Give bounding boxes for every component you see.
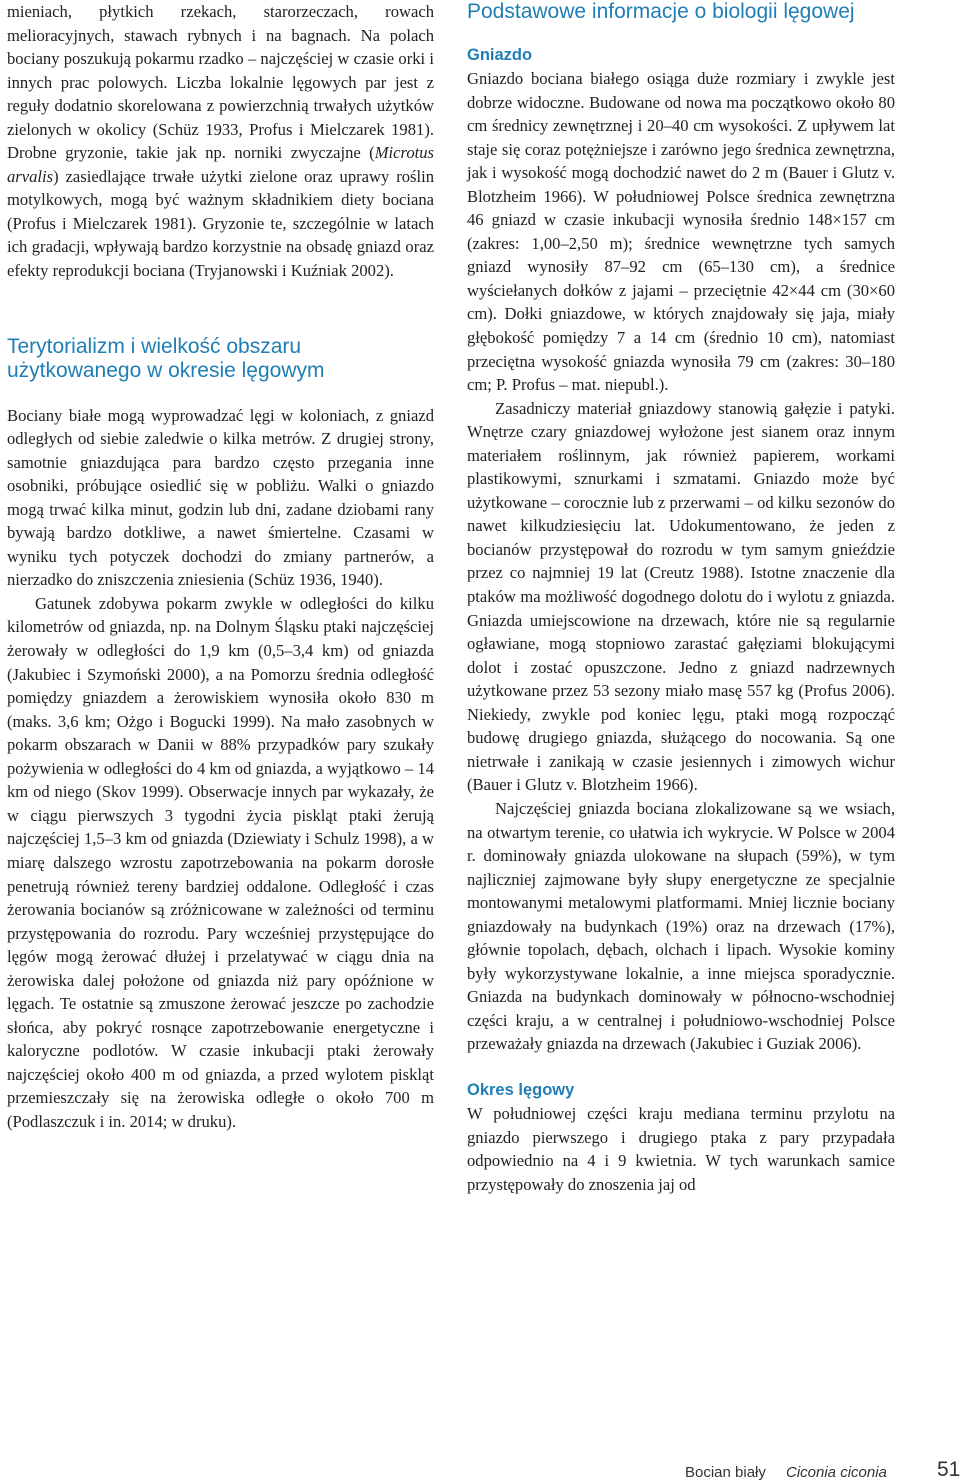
right-paragraph-4: W południowej części kraju mediana terminu przylotu na gniazdo pierwszego i drugiego ptaka z pary przypadała odpowiednio na 4 i 9 kwietnia. W tych warunkach samice przystępowały do znoszenia jaj od	[467, 1103, 895, 1194]
right-column	[467, 0, 895, 1196]
right-paragraph-1: Gniazdo bociana białego osiąga duże rozmiary i zwykle jest dobrze widoczne. Budowane od nowa ma początkowo około 80 cm średnicy zewnętrznej i 20–40 cm wysokości. Z upływem lat staje się coraz potężniejsze i zarówno jego średnica zewnętrzna, jak i wysokość mogą dochodzić nawet do 2 m (Bauer i Glutz v. Blotzheim 1966). W południowej Polsce średnica zewnętrzna 46 gniazd w czasie inkubacji wynosiła średnio 148×157 cm (zakres: 1,00–2,50 m); średnice wewnętrzne tych samych gniazd wynosiły 87–92 cm (65–130 cm), a średnice wyściełanych dołków z jajami – przeciętnie 42×44 cm (30×60 cm). Dołki gniazdowe, w których znajdowały się jaja, miały głębokość pomiędzy 7 a 14 cm (średnio 10 cm), natomiast przeciętna wysokość gniazda wynosiła 79 cm (zakres: 30–180 cm; P. Profus – mat. niepubl.).	[467, 69, 895, 395]
territoriality-heading: Terytorializm i wielkość obszaru użytkowanego w okresie lęgowym	[7, 334, 325, 382]
right-paragraph-2: Zasadniczy materiał gniazdowy stanowią gałęzie i patyki. Wnętrze czary gniazdowej wyłożone jest sianem oraz innym materiałem roślinnym, jak również papierem, workami plastikowymi, sznurkami i szmatami. Gniazdo może być użytkowane – corocznie lub z przerwami – od kilku sezonów do nawet kilkudziesięciu lat. Udokumentowano, że jeden z bocianów przystępował do rozrodu w tym samym gnieździe przez co najmniej 19 lat (Creutz 1988). Istotne znaczenie dla ptaków ma możliwość dogodnego dolotu do i wylotu z gniazda. Gniazda umiejscowione na drzewach, które nie są regularnie ogławiane, mogą stopniowo zarastać gałęziami blokującymi dolot i zostać opuszczone. Jedno z gniazd nadrzewnych użytkowane przez 53 sezony miało masę 557 kg (Profus 2006). Niekiedy, zwykle pod koniec lęgu, ptaki mogą rozpocząć budowę drugiego gniazda, służącego do nocowania. Są one nietrwałe i zanikają w czasie jesiennych i zimowych wichur (Bauer i Glutz v. Blotzheim 1966).	[467, 398, 895, 795]
left-column	[7, 0, 434, 1134]
left-p1-text-b: ) zasiedlające trwałe użytki zielone oraz uprawy roślin motylkowych, mogą być ważnym składnikiem diety bociana (Profus i Mielczarek 1981). Gryzonie te, szczególnie w latach ich gradacji, wpływają bardzo korzystnie na obsadę gniazd oraz efekty reprodukcji bociana (Tryjanowski i Kuźniak 2002).	[7, 166, 434, 281]
breeding-season-subheading: Okres lęgowy	[467, 1080, 575, 1099]
footer-latin-name: Ciconia ciconia	[786, 1464, 887, 1481]
page-footer	[685, 1458, 960, 1484]
right-paragraph-3: Najczęściej gniazda bociana zlokalizowane są we wsiach, na otwartym terenie, co ułatwia ich wykrycie. W Polsce w 2004 r. dominowały gniazda ulokowane na słupach (59%), w tym najliczniej zajmowane były słupy energetyczne ze specjalnie montowanymi metalowymi platformami. Mniej licznie bociany gniazdowały na budynkach (19%) oraz na drzewach (17%), głównie topolach, dębach, olchach i lipach. Wysokie kominy były wykorzystywane lokalnie, a inne miejsca sporadycznie. Gniazda na budynkach dominowały w północno-wschodniej części kraju, a w centralnej i południowo-wschodniej Polsce przeważały gniazda na drzewach (Jakubiec i Guziak 2006).	[467, 798, 895, 1054]
nest-subheading: Gniazdo	[467, 46, 533, 64]
footer-title: Bocian biały	[685, 1464, 766, 1481]
left-paragraph-1	[7, 0, 434, 283]
left-paragraph-3: Gatunek zdobywa pokarm zwykle w odległości do kilku kilometrów od gniazda, np. na Dolnym Śląsku ptaki najczęściej żerowały w odległości do 1,9 km (0,5–3,4 km) od gniazda (Jakubiec i Szymoński 2000), a na Pomorzu średnia odległość pomiędzy gniazdem a żerowiskiem wynosiła około 830 m (maks. 3,6 km; Ożgo i Bogucki 1999). Na mało zasobnych w pokarm obszarach w Danii w 88% przypadków pary szukały pożywienia w odległości do 4 km od gniazda, a wyjątkowo – 14 km od niego (Skov 1999). Obserwacje innych par wykazały, że w ciągu pierwszych 3 tygodni życia piskląt ptaki żerują najczęściej 1,5–3 km od gniazda (Dziewiaty i Schulz 1998), a w miarę dalszego wzrostu zapotrzebowania na pokarm dorosłe penetrują również tereny bardziej oddalone. Odległość i czas żerowania bocianów są zróżnicowane w zależności od terminu przystępowania do rozrodu. Pary wcześniej przystępujące do lęgów mogą żerować dłużej i przelatywać w ciągu dnia na żerowiska dalej położone od gniazda niż pary opóźnione w lęgach. Te ostatnie są zmuszone żerować jeszcze po zachodzie słońca, aby pokryć rosnące zapotrzebowanie energetyczne i kaloryczne podlotów. W czasie inkubacji ptaki żerowały najczęściej około 400 m od gniazda, a przed wylotem piskląt przemieszczały się na żerowiska odległe o około 700 m (Podlaszczuk i in. 2014; w druku).	[7, 593, 434, 1131]
left-p1-text-a: mieniach, płytkich rzekach, starorzeczach, rowach melioracyjnych, stawach rybnych i na bagnach. Na polach bociany poszukują pokarmu rzadko – najczęściej w czasie orki i innych prac polowych. Liczba lokalnie lęgowych par jest z reguły dodatnio skorelowana z powierzchnią trwałych użytków zielonych w okolicy (Schüz 1933, Profus i Mielczarek 1981). Drobne gryzonie, takie jak np. norniki zwyczajne (	[7, 2, 434, 163]
left-paragraph-2: Bociany białe mogą wyprowadzać lęgi w koloniach, z gniazd odległych od siebie zaledwie o kilka metrów. Z drugiej strony, samotnie gniazdująca para bardzo często przegania inne osobniki, próbujące osiedlić się w pobliżu. Walki o gniazdo mogą trwać kilka minut, godzin lub dni, zadane dziobami rany bywają bardzo dotkliwe, a nawet śmiertelne. Czasami w wyniku tych potyczek dochodzi do zmiany partnerów, a nierzadko do zniszczenia zniesienia (Schüz 1936, 1940).	[7, 405, 434, 590]
species-latin-name: Microtus arvalis	[7, 143, 434, 186]
page-number: 51	[937, 1458, 960, 1481]
breeding-biology-heading: Podstawowe informacje o biologii lęgowej	[467, 0, 855, 23]
